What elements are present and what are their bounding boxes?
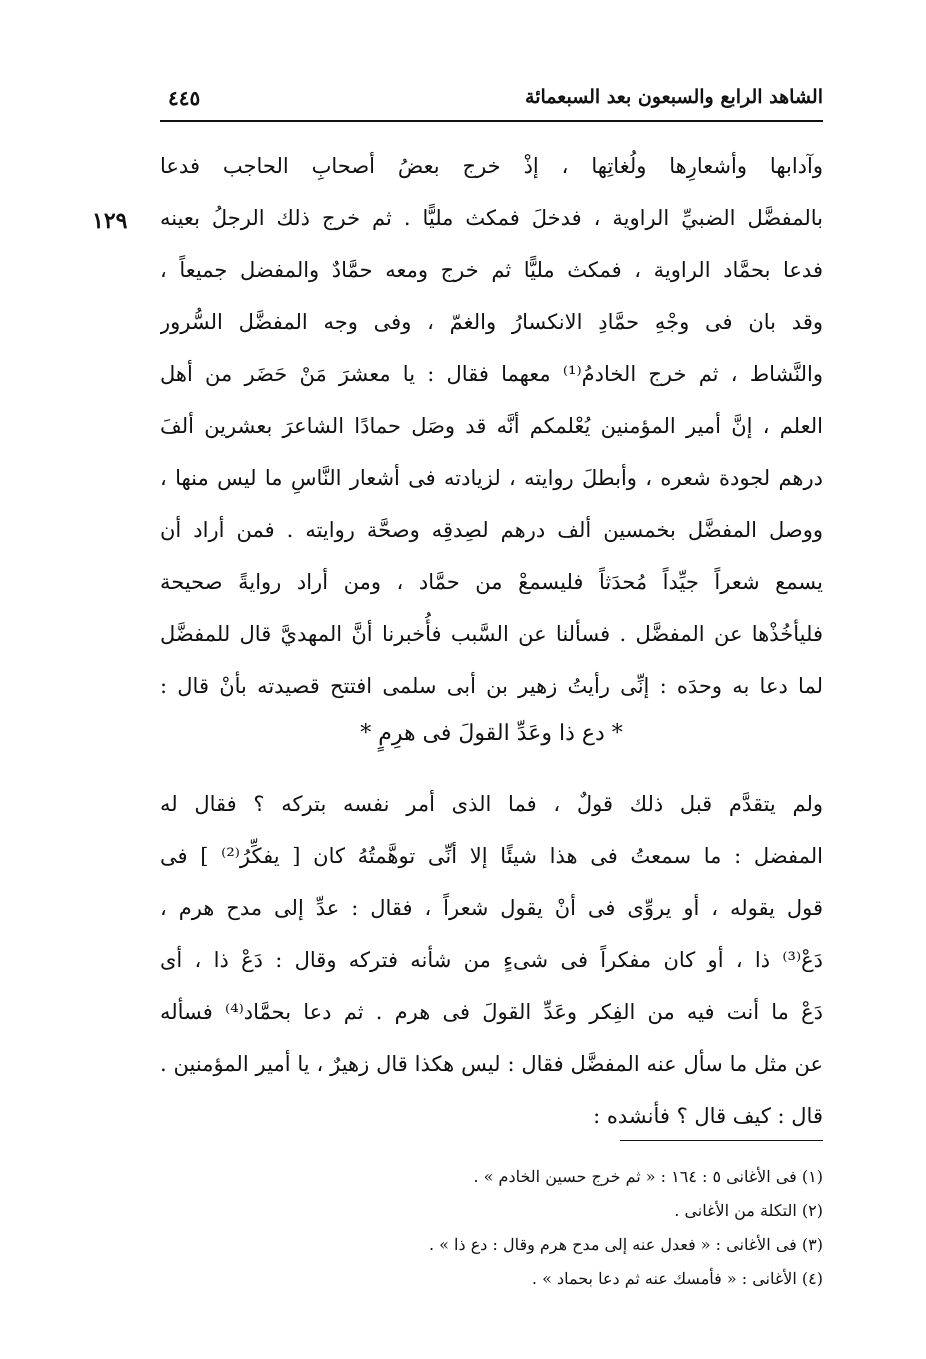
footnote: (٣) فى الأغانى : « فعدل عنه إلى مدح هرم وقال : دع ذا » . [429,1235,823,1254]
text-line: دَعْ ما أنت فيه من الفِكر وعَدِّ القولَ فى هرم . ثم دعا بحمَّاد⁽⁴⁾ فسأله [160,1000,823,1024]
text-line: العلم ، إنَّ أمير المؤمنين يُعْلمكم أنَّه قد وصَل حمادًا الشاعرَ بعشرين ألفَ [160,414,823,438]
text-line: يسمع شعراً جيِّداً مُحدَثاً فليسمعْ من حمَّاد ، ومن أراد روايةً صحيحة [160,570,823,594]
text-line: ووصل المفضَّل بخمسين ألف درهم لصِدقِه وصحَّة روايته . فمن أراد أن [160,518,823,542]
header-rule [160,120,823,122]
text-line: بالمفضَّل الضبيِّ الراوية ، فدخلَ فمكث مليًّا . ثم خرج ذلك الرجلُ بعينه [160,206,823,230]
verse-line: * دع ذا وعَدِّ القولَ فى هرِمٍ * [360,721,623,746]
text-line: وآدابها وأشعارِها ولُغاتِها ، إذْ خرج بعضُ أصحابِ الحاجب فدعا [160,154,823,178]
text-line: عن مثل ما سأل عنه المفضَّل فقال : ليس هكذا قال زهيرٌ ، يا أمير المؤمنين . [160,1052,823,1076]
text-line: المفضل : ما سمعتُ فى هذا شيئًا إلا أنِّى توهَّمتُهُ كان [ يفكِّرُ⁽²⁾ ] فى [160,844,823,868]
footnote-rule [620,1140,823,1141]
text-line: فدعا بحمَّاد الراوية ، فمكث مليًّا ثم خرج ومعه حمَّادٌ والمفضل جميعاً ، [160,258,823,282]
footnote: (١) فى الأغانى ٥ : ١٦٤ : « ثم خرج حسين الخادم » . [473,1167,823,1186]
text-line: دَعْ⁽³⁾ ذا ، أو كان مفكراً فى شىءٍ من شأنه فتركه وقال : دَعْ ذا ، أى [160,948,823,972]
paragraph-1 [160,140,823,712]
text-line: قول يقوله ، أو يروِّى فى أنْ يقول شعراً ، فقال : عدِّ إلى مدح هرم ، [160,896,823,920]
text-line: ولم يتقدَّم قبل ذلك قولٌ ، فما الذى أمر نفسه بتركه ؟ فقال له [160,792,823,816]
margin-number: ١٢٩ [92,208,128,234]
text-line: درهم لجودة شعره ، وأبطلَ روايته ، لزيادته فى أشعار النَّاسِ ما ليس منها ، [160,466,823,490]
page-number: ٤٤٥ [168,86,201,110]
text-line: قال : كيف قال ؟ فأنشده : [593,1104,823,1128]
page-header [160,82,823,118]
text-line: فليأخُذْها عن المفضَّل . فسألنا عن السَّبب فأُخبرنا أنَّ المهديَّ قال للمفضَّل [160,622,823,646]
footnote: (٤) الأغانى : « فأمسك عنه ثم دعا بحماد » . [531,1269,823,1288]
footnotes [360,1160,823,1296]
running-title: الشاهد الرابع والسبعون بعد السبعمائة [525,86,823,108]
text-line: والنَّشاط ، ثم خرج الخادمُ⁽¹⁾ معهما فقال : يا معشرَ مَنْ حَضَر من أهل [160,362,823,386]
paragraph-2 [160,778,823,1142]
footnote: (٢) التكلة من الأغانى . [674,1201,823,1220]
text-line: لما دعا به وحدَه : إنِّى رأيتُ زهير بن أبى سلمى افتتح قصيدته بأنْ قال : [160,674,823,698]
text-line: وقد بان فى وجْهِ حمَّادِ الانكسارُ والغمّ ، وفى وجه المفضَّل السُّرور [160,310,823,334]
